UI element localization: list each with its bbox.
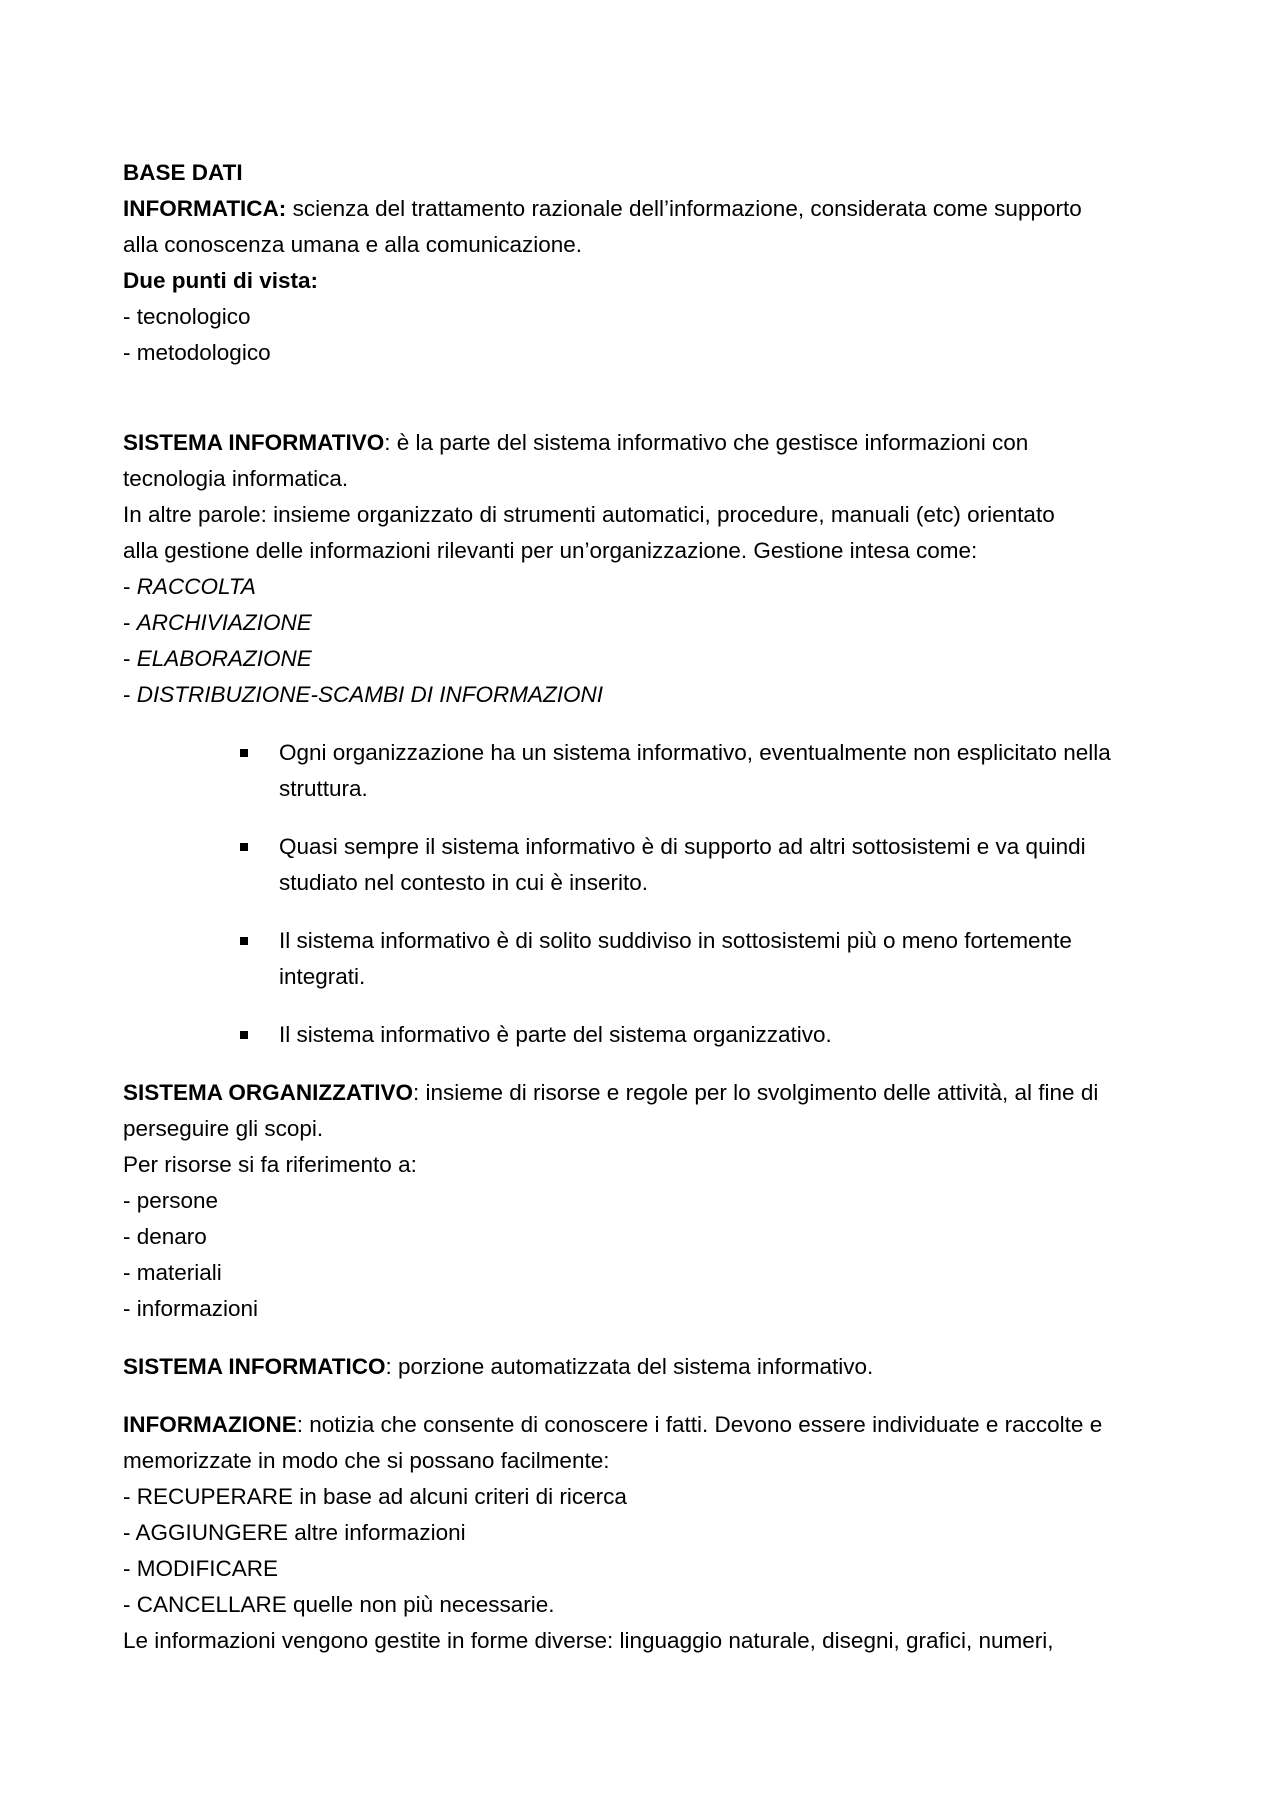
list-item: - MODIFICARE: [123, 1556, 278, 1581]
list-item: - tecnologico: [123, 304, 251, 329]
informazione-definition: INFORMAZIONE: notizia che consente di conoscere i fatti. Devono essere individuate e raccolte e: [123, 1412, 1103, 1437]
list-item: - DISTRIBUZIONE-SCAMBI DI INFORMAZIONI: [123, 682, 604, 707]
list-item: - CANCELLARE quelle non più necessarie.: [123, 1592, 555, 1617]
sistema-informativo-term: SISTEMA INFORMATIVO: [123, 430, 385, 455]
list-item: - materiali: [123, 1260, 222, 1285]
sistema-organizzativo-term: SISTEMA ORGANIZZATIVO: [123, 1080, 413, 1105]
list-item: - ARCHIVIAZIONE: [123, 610, 312, 635]
square-bullet-icon: [240, 843, 248, 851]
paragraph-line: perseguire gli scopi.: [123, 1116, 324, 1141]
bullet-item: Ogni organizzazione ha un sistema informativo, eventualmente non esplicitato nella struttura.: [240, 735, 1163, 807]
document-body: [123, 155, 1163, 1659]
list-item: - persone: [123, 1188, 219, 1213]
bullet-item: Il sistema informativo è parte del sistema organizzativo.: [240, 1017, 1163, 1053]
list-item: - denaro: [123, 1224, 207, 1249]
list-item: - RACCOLTA: [123, 574, 256, 599]
list-item: - metodologico: [123, 340, 271, 365]
informatica-term: INFORMATICA:: [123, 196, 287, 221]
list-item: - RECUPERARE in base ad alcuni criteri di ricerca: [123, 1484, 627, 1509]
paragraph-line: Per risorse si fa riferimento a:: [123, 1152, 417, 1177]
list-item: - ELABORAZIONE: [123, 646, 312, 671]
sistema-organizzativo-definition: SISTEMA ORGANIZZATIVO: insieme di risorse e regole per lo svolgimento delle attività, al fine di: [123, 1080, 1099, 1105]
paragraph-line: Le informazioni vengono gestite in forme diverse: linguaggio naturale, disegni, grafici, numeri,: [123, 1628, 1054, 1653]
bullet-item: Quasi sempre il sistema informativo è di supporto ad altri sottosistemi e va quindi studiato nel contesto in cui è inserito.: [240, 829, 1163, 901]
informatica-definition: INFORMATICA: scienza del trattamento razionale dell’informazione, considerata come supporto: [123, 196, 1082, 221]
paragraph-line: alla gestione delle informazioni rilevanti per un’organizzazione. Gestione intesa come:: [123, 538, 978, 563]
paragraph-line: tecnologia informatica.: [123, 466, 349, 491]
informatica-definition-cont: alla conoscenza umana e alla comunicazione.: [123, 232, 583, 257]
paragraph-line: In altre parole: insieme organizzato di strumenti automatici, procedure, manuali (etc) orientato: [123, 502, 1055, 527]
list-item: - AGGIUNGERE altre informazioni: [123, 1520, 466, 1545]
bullet-list: [240, 735, 1163, 1053]
document-title: BASE DATI: [123, 160, 243, 185]
sistema-informativo-definition: SISTEMA INFORMATIVO: è la parte del sistema informativo che gestisce informazioni con: [123, 430, 1029, 455]
paragraph-line: memorizzate in modo che si possano facilmente:: [123, 1448, 610, 1473]
square-bullet-icon: [240, 937, 248, 945]
square-bullet-icon: [240, 749, 248, 757]
sistema-informatico-definition: SISTEMA INFORMATICO: porzione automatizzata del sistema informativo.: [123, 1354, 874, 1379]
sistema-informatico-term: SISTEMA INFORMATICO: [123, 1354, 386, 1379]
list-item: - informazioni: [123, 1296, 259, 1321]
bullet-item: Il sistema informativo è di solito suddiviso in sottosistemi più o meno fortemente integrati.: [240, 923, 1163, 995]
viewpoints-heading: Due punti di vista:: [123, 268, 319, 293]
informazione-term: INFORMAZIONE: [123, 1412, 297, 1437]
square-bullet-icon: [240, 1031, 248, 1039]
